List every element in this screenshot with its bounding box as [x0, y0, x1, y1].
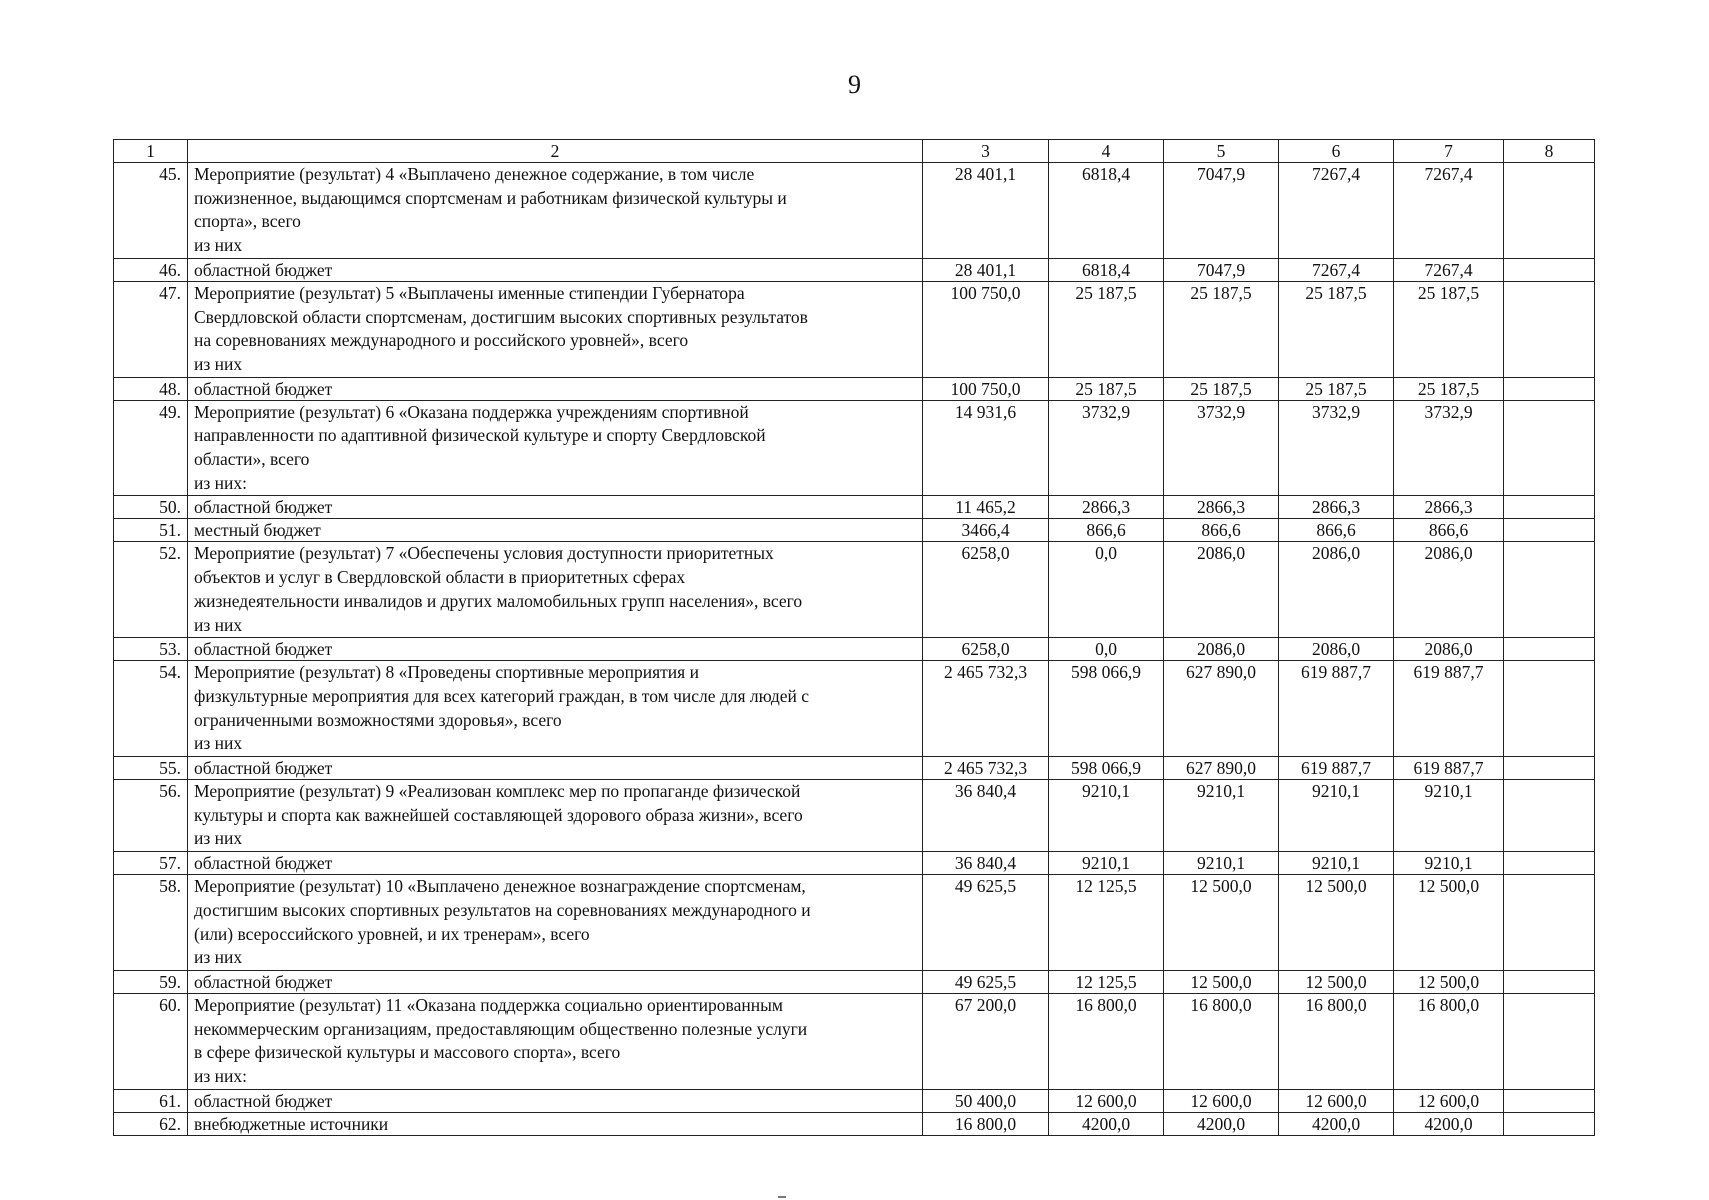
- value-cell-7: 25 187,5: [1394, 377, 1504, 400]
- value-cell-5: 12 600,0: [1164, 1089, 1279, 1112]
- value-cell-6: 2866,3: [1279, 496, 1394, 519]
- value-cell-6: 2086,0: [1279, 542, 1394, 638]
- row-description: [188, 993, 923, 1089]
- value-cell-4: 6818,4: [1049, 258, 1164, 281]
- value-cell-6: 619 887,7: [1279, 757, 1394, 780]
- value-cell-5: 4200,0: [1164, 1112, 1279, 1135]
- value-cell-8: [1504, 875, 1595, 971]
- description-line: Мероприятие (результат) 11 «Оказана поддержка социально ориентированным: [194, 994, 783, 1015]
- value-cell-4: 4200,0: [1049, 1112, 1164, 1135]
- column-header: 5: [1164, 140, 1279, 163]
- table-row: [114, 780, 1595, 852]
- value-cell-3: 6258,0: [923, 638, 1049, 661]
- value-cell-4: 12 125,5: [1049, 970, 1164, 993]
- description-line: областной бюджет: [194, 758, 333, 779]
- description-line: внебюджетные источники: [194, 1113, 389, 1134]
- value-cell-6: 12 500,0: [1279, 970, 1394, 993]
- column-header: 7: [1394, 140, 1504, 163]
- value-cell-7: 619 887,7: [1394, 757, 1504, 780]
- value-cell-5: 9210,1: [1164, 780, 1279, 852]
- table-row: [114, 542, 1595, 638]
- value-cell-5: 12 500,0: [1164, 970, 1279, 993]
- description-line: жизнедеятельности инвалидов и других маломобильных групп населения», всего: [194, 590, 803, 611]
- row-description: [188, 757, 923, 780]
- value-cell-8: [1504, 519, 1595, 542]
- value-cell-3: 67 200,0: [923, 993, 1049, 1089]
- row-description: [188, 281, 923, 377]
- value-cell-4: 9210,1: [1049, 780, 1164, 852]
- description-line: Мероприятие (результат) 5 «Выплачены именные стипендии Губернатора: [194, 282, 745, 303]
- value-cell-7: 16 800,0: [1394, 993, 1504, 1089]
- value-cell-6: 866,6: [1279, 519, 1394, 542]
- value-cell-8: [1504, 377, 1595, 400]
- value-cell-7: 9210,1: [1394, 852, 1504, 875]
- value-cell-5: 7047,9: [1164, 163, 1279, 259]
- value-cell-3: 2 465 732,3: [923, 757, 1049, 780]
- row-number: 51.: [114, 519, 188, 542]
- row-number: 57.: [114, 852, 188, 875]
- description-line: Свердловской области спортсменам, достигшим высоких спортивных результатов: [194, 306, 808, 327]
- value-cell-5: 2086,0: [1164, 638, 1279, 661]
- description-line: ограниченными возможностями здоровья», всего: [194, 709, 562, 730]
- value-cell-5: 2086,0: [1164, 542, 1279, 638]
- value-cell-5: 25 187,5: [1164, 377, 1279, 400]
- table-row: [114, 1089, 1595, 1112]
- description-line: областной бюджет: [194, 639, 333, 660]
- row-number: 59.: [114, 970, 188, 993]
- value-cell-8: [1504, 661, 1595, 757]
- column-header: 2: [188, 140, 923, 163]
- value-cell-8: [1504, 852, 1595, 875]
- value-cell-5: 3732,9: [1164, 400, 1279, 496]
- value-cell-7: 7267,4: [1394, 258, 1504, 281]
- row-description: [188, 638, 923, 661]
- value-cell-8: [1504, 1089, 1595, 1112]
- scan-mark: [778, 1196, 786, 1198]
- description-line: пожизненное, выдающимся спортсменам и работникам физической культуры и: [194, 187, 787, 208]
- value-cell-7: 4200,0: [1394, 1112, 1504, 1135]
- value-cell-4: 12 600,0: [1049, 1089, 1164, 1112]
- table-row: [114, 519, 1595, 542]
- value-cell-6: 7267,4: [1279, 258, 1394, 281]
- value-cell-5: 16 800,0: [1164, 993, 1279, 1089]
- value-cell-6: 12 500,0: [1279, 875, 1394, 971]
- description-line: из них: [194, 828, 243, 849]
- value-cell-3: 49 625,5: [923, 875, 1049, 971]
- row-description: [188, 970, 923, 993]
- table-row: [114, 400, 1595, 496]
- description-line: Мероприятие (результат) 7 «Обеспечены условия доступности приоритетных: [194, 543, 774, 564]
- budget-table: [113, 139, 1595, 1136]
- value-cell-6: 7267,4: [1279, 163, 1394, 259]
- row-number: 46.: [114, 258, 188, 281]
- table-row: [114, 163, 1595, 259]
- value-cell-3: 36 840,4: [923, 852, 1049, 875]
- description-line: на соревнованиях международного и российского уровней», всего: [194, 330, 689, 351]
- value-cell-5: 2866,3: [1164, 496, 1279, 519]
- value-cell-7: 2086,0: [1394, 638, 1504, 661]
- table-row: [114, 496, 1595, 519]
- value-cell-3: 6258,0: [923, 542, 1049, 638]
- value-cell-3: 28 401,1: [923, 258, 1049, 281]
- value-cell-4: 6818,4: [1049, 163, 1164, 259]
- description-line: областной бюджет: [194, 1090, 333, 1111]
- row-description: [188, 163, 923, 259]
- value-cell-5: 12 500,0: [1164, 875, 1279, 971]
- value-cell-6: 25 187,5: [1279, 281, 1394, 377]
- value-cell-7: 2866,3: [1394, 496, 1504, 519]
- value-cell-4: 9210,1: [1049, 852, 1164, 875]
- row-description: [188, 377, 923, 400]
- description-line: из них:: [194, 472, 247, 493]
- row-number: 50.: [114, 496, 188, 519]
- value-cell-6: 4200,0: [1279, 1112, 1394, 1135]
- row-number: 47.: [114, 281, 188, 377]
- value-cell-7: 12 600,0: [1394, 1089, 1504, 1112]
- table-row: [114, 377, 1595, 400]
- value-cell-3: 16 800,0: [923, 1112, 1049, 1135]
- value-cell-8: [1504, 1112, 1595, 1135]
- row-number: 60.: [114, 993, 188, 1089]
- value-cell-6: 16 800,0: [1279, 993, 1394, 1089]
- value-cell-6: 12 600,0: [1279, 1089, 1394, 1112]
- description-line: из них: [194, 733, 243, 754]
- value-cell-4: 12 125,5: [1049, 875, 1164, 971]
- description-line: Мероприятие (результат) 8 «Проведены спортивные мероприятия и: [194, 662, 699, 683]
- description-line: достигшим высоких спортивных результатов на соревнованиях международного и: [194, 899, 811, 920]
- description-line: из них: [194, 614, 243, 635]
- value-cell-4: 25 187,5: [1049, 377, 1164, 400]
- row-number: 54.: [114, 661, 188, 757]
- value-cell-7: 2086,0: [1394, 542, 1504, 638]
- row-description: [188, 258, 923, 281]
- value-cell-4: 598 066,9: [1049, 661, 1164, 757]
- column-header: 8: [1504, 140, 1595, 163]
- column-header: 3: [923, 140, 1049, 163]
- row-number: 52.: [114, 542, 188, 638]
- value-cell-4: 25 187,5: [1049, 281, 1164, 377]
- row-number: 48.: [114, 377, 188, 400]
- column-header: 6: [1279, 140, 1394, 163]
- value-cell-4: 2866,3: [1049, 496, 1164, 519]
- description-line: областной бюджет: [194, 259, 333, 280]
- value-cell-3: 49 625,5: [923, 970, 1049, 993]
- row-number: 53.: [114, 638, 188, 661]
- description-line: культуры и спорта как важнейшей составляющей здорового образа жизни», всего: [194, 804, 803, 825]
- description-line: в сфере физической культуры и массового спорта», всего: [194, 1042, 621, 1063]
- description-line: Мероприятие (результат) 9 «Реализован комплекс мер по пропаганде физической: [194, 781, 801, 802]
- row-description: [188, 852, 923, 875]
- description-line: из них:: [194, 1066, 247, 1087]
- value-cell-7: 619 887,7: [1394, 661, 1504, 757]
- value-cell-8: [1504, 258, 1595, 281]
- row-description: [188, 496, 923, 519]
- value-cell-3: 2 465 732,3: [923, 661, 1049, 757]
- value-cell-3: 3466,4: [923, 519, 1049, 542]
- value-cell-5: 866,6: [1164, 519, 1279, 542]
- value-cell-6: 3732,9: [1279, 400, 1394, 496]
- row-description: [188, 661, 923, 757]
- value-cell-6: 9210,1: [1279, 852, 1394, 875]
- description-line: физкультурные мероприятия для всех категорий граждан, в том числе для людей с: [194, 685, 810, 706]
- value-cell-8: [1504, 970, 1595, 993]
- row-description: [188, 780, 923, 852]
- row-number: 61.: [114, 1089, 188, 1112]
- value-cell-4: 0,0: [1049, 542, 1164, 638]
- description-line: из них: [194, 353, 243, 374]
- table-row: [114, 638, 1595, 661]
- description-line: области», всего: [194, 449, 310, 470]
- row-number: 56.: [114, 780, 188, 852]
- value-cell-4: 3732,9: [1049, 400, 1164, 496]
- description-line: Мероприятие (результат) 10 «Выплачено денежное вознаграждение спортсменам,: [194, 876, 806, 897]
- table-row: [114, 281, 1595, 377]
- column-header: 1: [114, 140, 188, 163]
- value-cell-4: 0,0: [1049, 638, 1164, 661]
- row-number: 49.: [114, 400, 188, 496]
- table-row: [114, 970, 1595, 993]
- value-cell-6: 2086,0: [1279, 638, 1394, 661]
- row-description: [188, 875, 923, 971]
- table-body: [114, 163, 1595, 1136]
- value-cell-5: 9210,1: [1164, 852, 1279, 875]
- value-cell-8: [1504, 163, 1595, 259]
- value-cell-8: [1504, 542, 1595, 638]
- value-cell-8: [1504, 757, 1595, 780]
- row-description: [188, 400, 923, 496]
- header-row: [114, 140, 1595, 163]
- value-cell-6: 9210,1: [1279, 780, 1394, 852]
- value-cell-8: [1504, 638, 1595, 661]
- value-cell-3: 28 401,1: [923, 163, 1049, 259]
- value-cell-4: 16 800,0: [1049, 993, 1164, 1089]
- value-cell-4: 866,6: [1049, 519, 1164, 542]
- description-line: областной бюджет: [194, 378, 333, 399]
- description-line: из них: [194, 947, 243, 968]
- value-cell-5: 25 187,5: [1164, 281, 1279, 377]
- description-line: некоммерческим организациям, предоставляющим общественно полезные услуги: [194, 1018, 808, 1039]
- description-line: направленности по адаптивной физической культуре и спорту Свердловской: [194, 425, 766, 446]
- row-number: 55.: [114, 757, 188, 780]
- description-line: объектов и услуг в Свердловской области в приоритетных сферах: [194, 567, 686, 588]
- value-cell-7: 9210,1: [1394, 780, 1504, 852]
- description-line: областной бюджет: [194, 971, 333, 992]
- value-cell-6: 25 187,5: [1279, 377, 1394, 400]
- value-cell-7: 7267,4: [1394, 163, 1504, 259]
- table-row: [114, 661, 1595, 757]
- value-cell-8: [1504, 780, 1595, 852]
- value-cell-7: 25 187,5: [1394, 281, 1504, 377]
- table-row: [114, 993, 1595, 1089]
- value-cell-7: 12 500,0: [1394, 875, 1504, 971]
- value-cell-6: 619 887,7: [1279, 661, 1394, 757]
- table-row: [114, 258, 1595, 281]
- row-number: 45.: [114, 163, 188, 259]
- page-number: 9: [848, 70, 861, 99]
- value-cell-3: 100 750,0: [923, 281, 1049, 377]
- table-row: [114, 1112, 1595, 1135]
- value-cell-5: 627 890,0: [1164, 661, 1279, 757]
- table-row: [114, 757, 1595, 780]
- description-line: областной бюджет: [194, 853, 333, 874]
- row-description: [188, 1112, 923, 1135]
- description-line: из них: [194, 235, 243, 256]
- row-description: [188, 542, 923, 638]
- value-cell-3: 11 465,2: [923, 496, 1049, 519]
- table-row: [114, 852, 1595, 875]
- column-header: 4: [1049, 140, 1164, 163]
- value-cell-8: [1504, 400, 1595, 496]
- row-description: [188, 519, 923, 542]
- value-cell-4: 598 066,9: [1049, 757, 1164, 780]
- table-row: [114, 875, 1595, 971]
- value-cell-8: [1504, 993, 1595, 1089]
- value-cell-8: [1504, 281, 1595, 377]
- value-cell-7: 12 500,0: [1394, 970, 1504, 993]
- value-cell-5: 7047,9: [1164, 258, 1279, 281]
- value-cell-8: [1504, 496, 1595, 519]
- value-cell-3: 100 750,0: [923, 377, 1049, 400]
- row-description: [188, 1089, 923, 1112]
- value-cell-3: 36 840,4: [923, 780, 1049, 852]
- value-cell-7: 866,6: [1394, 519, 1504, 542]
- row-number: 62.: [114, 1112, 188, 1135]
- description-line: (или) всероссийского уровней, и их тренерам», всего: [194, 923, 590, 944]
- value-cell-7: 3732,9: [1394, 400, 1504, 496]
- description-line: областной бюджет: [194, 497, 333, 518]
- value-cell-5: 627 890,0: [1164, 757, 1279, 780]
- description-line: Мероприятие (результат) 6 «Оказана поддержка учреждениям спортивной: [194, 401, 749, 422]
- row-number: 58.: [114, 875, 188, 971]
- description-line: местный бюджет: [194, 520, 321, 541]
- value-cell-3: 50 400,0: [923, 1089, 1049, 1112]
- description-line: спорта», всего: [194, 211, 301, 232]
- value-cell-3: 14 931,6: [923, 400, 1049, 496]
- description-line: Мероприятие (результат) 4 «Выплачено денежное содержание, в том числе: [194, 164, 755, 184]
